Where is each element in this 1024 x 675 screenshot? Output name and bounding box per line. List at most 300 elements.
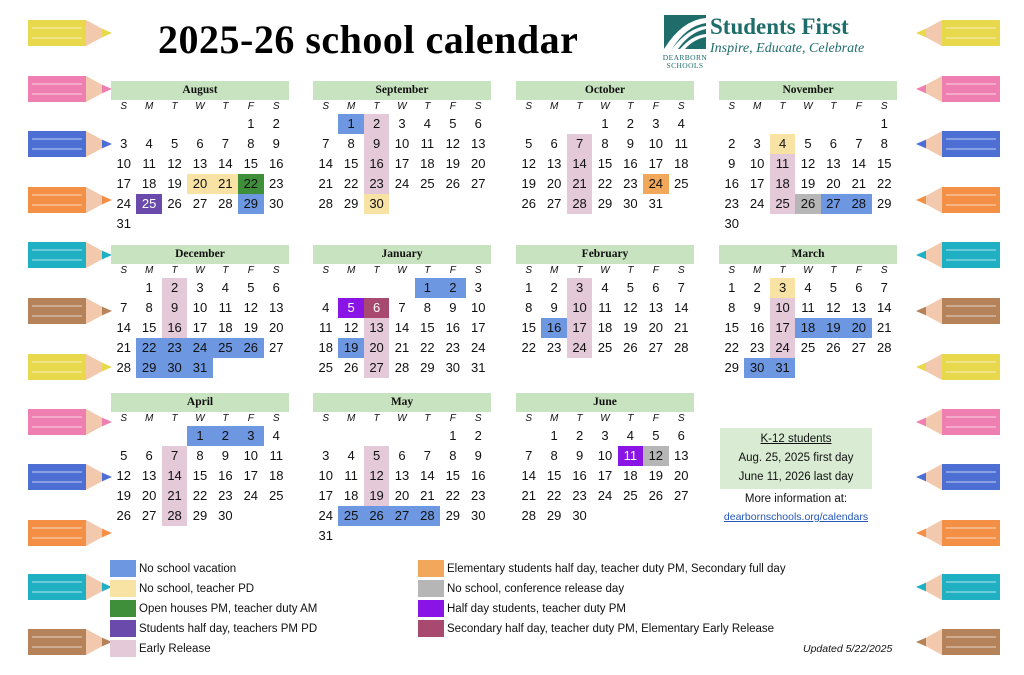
calendars-link[interactable]: dearbornschools.org/calendars — [723, 511, 869, 523]
day-cell: 17 — [770, 318, 795, 338]
month-december — [111, 245, 289, 378]
day-cell: 30 — [364, 194, 389, 214]
pencil-icon — [26, 625, 114, 664]
day-cell: 7 — [221, 136, 230, 151]
day-cell: 26 — [116, 508, 131, 523]
day-cell: 1 — [145, 280, 153, 295]
day-cell: 13 — [674, 448, 689, 463]
day-cell: 20 — [546, 176, 562, 191]
day-grid — [111, 426, 289, 526]
day-cell: 8 — [550, 448, 558, 463]
day-grid — [313, 114, 491, 214]
empty-cell — [389, 426, 414, 446]
day-cell: 11 — [269, 448, 283, 463]
day-cell: 3 — [601, 428, 609, 443]
pencil-icon — [914, 238, 1002, 277]
day-cell: 31 — [471, 360, 486, 375]
weekday-label: W — [803, 265, 813, 276]
day-cell: 4 — [601, 280, 609, 295]
day-cell: 30 — [218, 508, 233, 523]
day-cell: 23 — [364, 174, 389, 194]
day-cell: 24 — [471, 340, 486, 355]
day-cell: 25 — [800, 340, 816, 355]
day-cell: 23 — [724, 196, 739, 211]
day-cell: 26 — [795, 194, 820, 214]
day-cell: 17 — [749, 176, 765, 191]
day-cell: 2 — [272, 116, 280, 131]
day-cell: 11 — [218, 300, 233, 315]
weekday-label: W — [397, 265, 407, 276]
day-cell: 28 — [521, 508, 536, 523]
day-cell: 29 — [420, 360, 435, 375]
weekday-label: T — [373, 265, 380, 276]
day-cell: 16 — [218, 468, 233, 483]
weekday-label: F — [449, 101, 456, 112]
day-cell: 19 — [800, 176, 816, 191]
legend-label: Elementary students half day, teacher duty PM, Secondary full day — [447, 563, 786, 575]
day-cell: 22 — [343, 176, 359, 191]
day-cell: 9 — [162, 298, 187, 318]
legend-swatch — [110, 620, 136, 637]
day-grid — [719, 278, 897, 378]
pencil-border-left — [0, 0, 110, 675]
day-cell: 28 — [674, 340, 689, 355]
legend-label: Secondary half day, teacher duty PM, Elementary Early Release — [447, 623, 775, 635]
day-cell: 2 — [213, 426, 238, 446]
day-cell: 27 — [471, 176, 486, 191]
day-cell: 9 — [626, 136, 635, 151]
day-cell: 31 — [187, 358, 212, 378]
month-june — [516, 393, 694, 526]
day-cell: 17 — [243, 468, 259, 483]
day-cell: 15 — [724, 320, 739, 335]
day-cell: 12 — [364, 466, 389, 486]
day-cell: 18 — [269, 468, 284, 483]
day-cell: 14 — [877, 300, 892, 315]
day-cell: 4 — [770, 134, 795, 154]
day-cell: 13 — [394, 468, 410, 483]
day-cell: 1 — [601, 116, 609, 131]
empty-cell — [136, 426, 161, 446]
day-grid — [516, 426, 694, 526]
day-cell: 19 — [648, 468, 664, 483]
day-cell: 4 — [804, 280, 812, 295]
weekday-label: F — [247, 265, 254, 276]
empty-cell — [364, 278, 389, 298]
day-cell: 7 — [423, 448, 432, 463]
day-cell: 31 — [648, 196, 664, 211]
day-cell: 8 — [728, 300, 736, 315]
day-cell: 15 — [521, 320, 536, 335]
day-grid — [313, 426, 491, 546]
day-cell: 2 — [728, 136, 736, 151]
empty-cell — [719, 114, 744, 134]
day-cell: 21 — [116, 340, 131, 355]
day-cell: 27 — [851, 340, 867, 355]
day-cell: 22 — [877, 176, 892, 191]
day-cell: 26 — [364, 506, 389, 526]
day-cell: 20 — [269, 320, 284, 335]
weekday-header — [111, 100, 289, 114]
day-cell: 3 — [196, 280, 204, 295]
weekday-label: M — [144, 101, 154, 112]
day-cell: 29 — [877, 196, 892, 211]
day-cell: 4 — [272, 428, 280, 443]
pencil-icon — [26, 516, 114, 555]
day-cell: 6 — [829, 136, 838, 151]
day-cell: 15 — [343, 156, 359, 171]
day-cell: 10 — [394, 136, 410, 151]
legend-swatch — [110, 600, 136, 617]
day-cell: 20 — [141, 488, 157, 503]
day-cell: 5 — [829, 280, 838, 295]
day-cell: 15 — [877, 156, 892, 171]
day-cell: 16 — [749, 320, 765, 335]
day-cell: 18 — [318, 340, 333, 355]
weekday-label: T — [830, 101, 837, 112]
day-cell: 8 — [880, 136, 888, 151]
day-cell: 12 — [445, 136, 461, 151]
weekday-label: F — [247, 413, 254, 424]
day-cell: 16 — [623, 156, 638, 171]
empty-cell — [516, 426, 541, 446]
day-cell: 17 — [648, 156, 664, 171]
day-cell: 29 — [136, 358, 161, 378]
empty-cell — [338, 426, 363, 446]
empty-cell — [795, 114, 820, 134]
day-cell: 18 — [597, 320, 613, 335]
day-cell: 4 — [423, 116, 432, 131]
dearborn-logo-icon — [662, 14, 708, 52]
weekday-label: S — [525, 413, 533, 424]
day-cell: 12 — [521, 156, 536, 171]
legend-label: Early Release — [139, 643, 211, 655]
weekday-label: T — [576, 101, 583, 112]
day-cell: 30 — [445, 360, 461, 375]
day-cell: 24 — [770, 338, 795, 358]
pencil-icon — [26, 127, 114, 166]
day-cell: 25 — [269, 488, 284, 503]
empty-cell — [313, 114, 338, 134]
day-cell: 8 — [449, 448, 457, 463]
day-cell: 30 — [572, 508, 587, 523]
day-cell: 19 — [243, 320, 259, 335]
day-cell: 25 — [420, 176, 435, 191]
day-cell: 5 — [525, 136, 533, 151]
day-cell: 18 — [795, 318, 820, 338]
day-cell: 2 — [753, 280, 761, 295]
day-cell: 3 — [770, 278, 795, 298]
day-cell: 22 — [136, 338, 161, 358]
legend-swatch — [110, 580, 136, 597]
day-cell: 8 — [423, 300, 432, 315]
day-cell: 18 — [770, 174, 795, 194]
day-cell: 19 — [116, 488, 131, 503]
day-cell: 6 — [398, 448, 406, 463]
weekday-label: M — [346, 101, 356, 112]
day-cell: 2 — [364, 114, 389, 134]
weekday-header — [313, 264, 491, 278]
day-cell: 15 — [243, 156, 259, 171]
weekday-label: S — [474, 413, 482, 424]
day-cell: 19 — [167, 176, 182, 191]
day-cell: 2 — [575, 428, 584, 443]
day-cell: 20 — [394, 488, 410, 503]
day-cell: 4 — [677, 116, 685, 131]
day-cell: 22 — [597, 176, 613, 191]
day-cell: 7 — [677, 280, 685, 295]
pencil-icon — [26, 405, 114, 444]
weekday-label: S — [272, 101, 280, 112]
day-grid — [516, 278, 694, 358]
pencil-icon — [914, 625, 1002, 664]
day-cell: 9 — [474, 448, 482, 463]
day-cell: 11 — [674, 136, 688, 151]
day-cell: 5 — [626, 280, 635, 295]
weekday-header — [516, 412, 694, 426]
legend-label: No school, conference release day — [447, 583, 625, 595]
day-cell: 16 — [572, 468, 587, 483]
day-cell: 2 — [474, 428, 482, 443]
page-title: 2025-26 school calendar — [158, 17, 579, 62]
day-cell: 14 — [218, 156, 233, 171]
day-cell: 19 — [445, 156, 461, 171]
day-cell: 6 — [677, 428, 685, 443]
day-cell: 6 — [145, 448, 153, 463]
weekday-label: T — [222, 265, 229, 276]
weekday-label: W — [195, 265, 205, 276]
day-cell: 29 — [724, 360, 739, 375]
day-cell: 13 — [851, 300, 867, 315]
day-cell: 9 — [753, 300, 761, 315]
day-cell: 15 — [141, 320, 157, 335]
day-cell: 11 — [618, 446, 643, 466]
day-cell: 23 — [269, 176, 284, 191]
day-cell: 3 — [652, 116, 660, 131]
day-cell: 6 — [196, 136, 204, 151]
weekday-label: F — [449, 413, 456, 424]
day-cell: 30 — [724, 216, 739, 231]
day-cell: 20 — [364, 338, 389, 358]
empty-cell — [136, 114, 161, 134]
day-cell: 7 — [162, 446, 187, 466]
day-cell: 5 — [364, 446, 389, 466]
weekday-label: W — [195, 413, 205, 424]
day-cell: 6 — [652, 280, 660, 295]
day-cell: 14 — [116, 320, 131, 335]
weekday-label: F — [449, 265, 456, 276]
day-cell: 20 — [187, 174, 212, 194]
month-october — [516, 81, 694, 214]
day-cell: 11 — [420, 136, 435, 151]
weekday-label: T — [576, 265, 583, 276]
day-cell: 19 — [364, 486, 389, 506]
day-cell: 1 — [338, 114, 363, 134]
empty-cell — [744, 114, 769, 134]
day-cell: 15 — [445, 468, 461, 483]
day-cell: 11 — [801, 300, 815, 315]
weekday-label: W — [600, 413, 610, 424]
day-cell: 27 — [648, 340, 664, 355]
day-cell: 27 — [389, 506, 414, 526]
logo-org: DEARBORN SCHOOLS — [662, 53, 708, 70]
month-name: June — [516, 393, 694, 412]
day-cell: 16 — [162, 318, 187, 338]
day-cell: 27 — [192, 196, 208, 211]
day-cell: 15 — [192, 468, 208, 483]
day-cell: 3 — [322, 448, 330, 463]
day-cell: 28 — [877, 340, 892, 355]
month-september — [313, 81, 491, 214]
day-cell: 23 — [623, 176, 638, 191]
weekday-label: T — [424, 413, 431, 424]
pencil-icon — [914, 516, 1002, 555]
weekday-label: T — [222, 101, 229, 112]
day-cell: 1 — [247, 116, 255, 131]
day-cell: 4 — [322, 300, 330, 315]
day-cell: 14 — [162, 466, 187, 486]
day-cell: 17 — [318, 488, 333, 503]
day-cell: 25 — [213, 338, 238, 358]
day-cell: 22 — [238, 174, 263, 194]
day-cell: 12 — [243, 300, 259, 315]
day-cell: 1 — [880, 116, 888, 131]
day-cell: 21 — [877, 320, 892, 335]
day-cell: 30 — [471, 508, 486, 523]
day-cell: 13 — [648, 300, 664, 315]
day-cell: 29 — [597, 196, 613, 211]
day-cell: 1 — [728, 280, 736, 295]
month-january — [313, 245, 491, 378]
day-cell: 21 — [394, 340, 410, 355]
day-cell: 21 — [567, 174, 592, 194]
pencil-icon — [914, 294, 1002, 333]
pencil-icon — [914, 127, 1002, 166]
day-cell: 7 — [322, 136, 330, 151]
day-cell: 28 — [567, 194, 592, 214]
empty-cell — [364, 426, 389, 446]
day-cell: 19 — [521, 176, 536, 191]
legend-label: No school, teacher PD — [139, 583, 255, 595]
weekday-header — [719, 100, 897, 114]
day-cell: 22 — [192, 488, 208, 503]
pencil-icon — [914, 350, 1002, 389]
day-cell: 5 — [449, 116, 457, 131]
day-cell: 22 — [420, 340, 435, 355]
weekday-label: T — [576, 413, 583, 424]
empty-cell — [541, 114, 566, 134]
weekday-label: S — [322, 413, 330, 424]
weekday-label: T — [373, 101, 380, 112]
weekday-label: M — [144, 265, 154, 276]
weekday-label: T — [627, 265, 634, 276]
day-cell: 15 — [420, 320, 435, 335]
day-cell: 25 — [623, 488, 638, 503]
weekday-header — [719, 264, 897, 278]
month-april — [111, 393, 289, 526]
day-cell: 31 — [116, 216, 131, 231]
day-cell: 24 — [187, 338, 212, 358]
day-cell: 2 — [162, 278, 187, 298]
more-info-text: More information at: — [744, 493, 848, 505]
day-cell: 23 — [572, 488, 587, 503]
day-cell: 5 — [170, 136, 179, 151]
day-cell: 25 — [318, 360, 333, 375]
pencil-icon — [26, 350, 114, 389]
weekday-label: T — [171, 265, 178, 276]
day-cell: 8 — [347, 136, 355, 151]
weekday-label: S — [120, 413, 128, 424]
day-grid — [719, 114, 897, 234]
weekday-label: F — [652, 101, 659, 112]
empty-cell — [770, 114, 795, 134]
day-cell: 22 — [546, 488, 562, 503]
day-cell: 26 — [343, 360, 359, 375]
pencil-icon — [26, 183, 114, 222]
empty-cell — [821, 114, 846, 134]
weekday-label: T — [424, 101, 431, 112]
month-march — [719, 245, 897, 378]
day-cell: 10 — [243, 448, 259, 463]
day-cell: 24 — [749, 196, 765, 211]
day-cell: 15 — [546, 468, 562, 483]
pencil-icon — [914, 460, 1002, 499]
day-cell: 12 — [826, 300, 841, 315]
weekday-label: S — [120, 265, 128, 276]
day-cell: 20 — [674, 468, 689, 483]
day-cell: 12 — [116, 468, 131, 483]
day-cell: 6 — [272, 280, 280, 295]
day-cell: 24 — [597, 488, 613, 503]
weekday-label: T — [779, 265, 786, 276]
pencil-icon — [914, 570, 1002, 609]
day-cell: 30 — [162, 358, 187, 378]
day-cell: 25 — [597, 340, 613, 355]
day-cell: 21 — [318, 176, 333, 191]
day-cell: 7 — [120, 300, 128, 315]
day-cell: 18 — [623, 468, 638, 483]
weekday-label: S — [525, 101, 533, 112]
day-cell: 10 — [648, 136, 664, 151]
month-name: March — [719, 245, 897, 264]
day-cell: 10 — [749, 156, 765, 171]
day-cell: 23 — [749, 340, 765, 355]
day-cell: 10 — [192, 300, 208, 315]
weekday-header — [313, 412, 491, 426]
day-cell: 9 — [575, 448, 584, 463]
day-cell: 29 — [343, 196, 359, 211]
day-cell: 6 — [855, 280, 863, 295]
legend-label: No school vacation — [139, 563, 237, 575]
day-cell: 14 — [851, 156, 867, 171]
day-cell: 30 — [623, 196, 638, 211]
day-cell: 24 — [243, 488, 259, 503]
day-cell: 27 — [141, 508, 157, 523]
month-august — [111, 81, 289, 234]
day-cell: 13 — [141, 468, 157, 483]
day-cell: 18 — [343, 488, 359, 503]
empty-cell — [415, 426, 440, 446]
day-cell: 7 — [567, 134, 592, 154]
empty-cell — [162, 426, 187, 446]
day-cell: 28 — [218, 196, 233, 211]
day-cell: 4 — [347, 448, 355, 463]
day-cell: 4 — [221, 280, 230, 295]
day-cell: 1 — [187, 426, 212, 446]
day-cell: 13 — [546, 156, 562, 171]
month-name: April — [111, 393, 289, 412]
day-cell: 12 — [343, 320, 359, 335]
